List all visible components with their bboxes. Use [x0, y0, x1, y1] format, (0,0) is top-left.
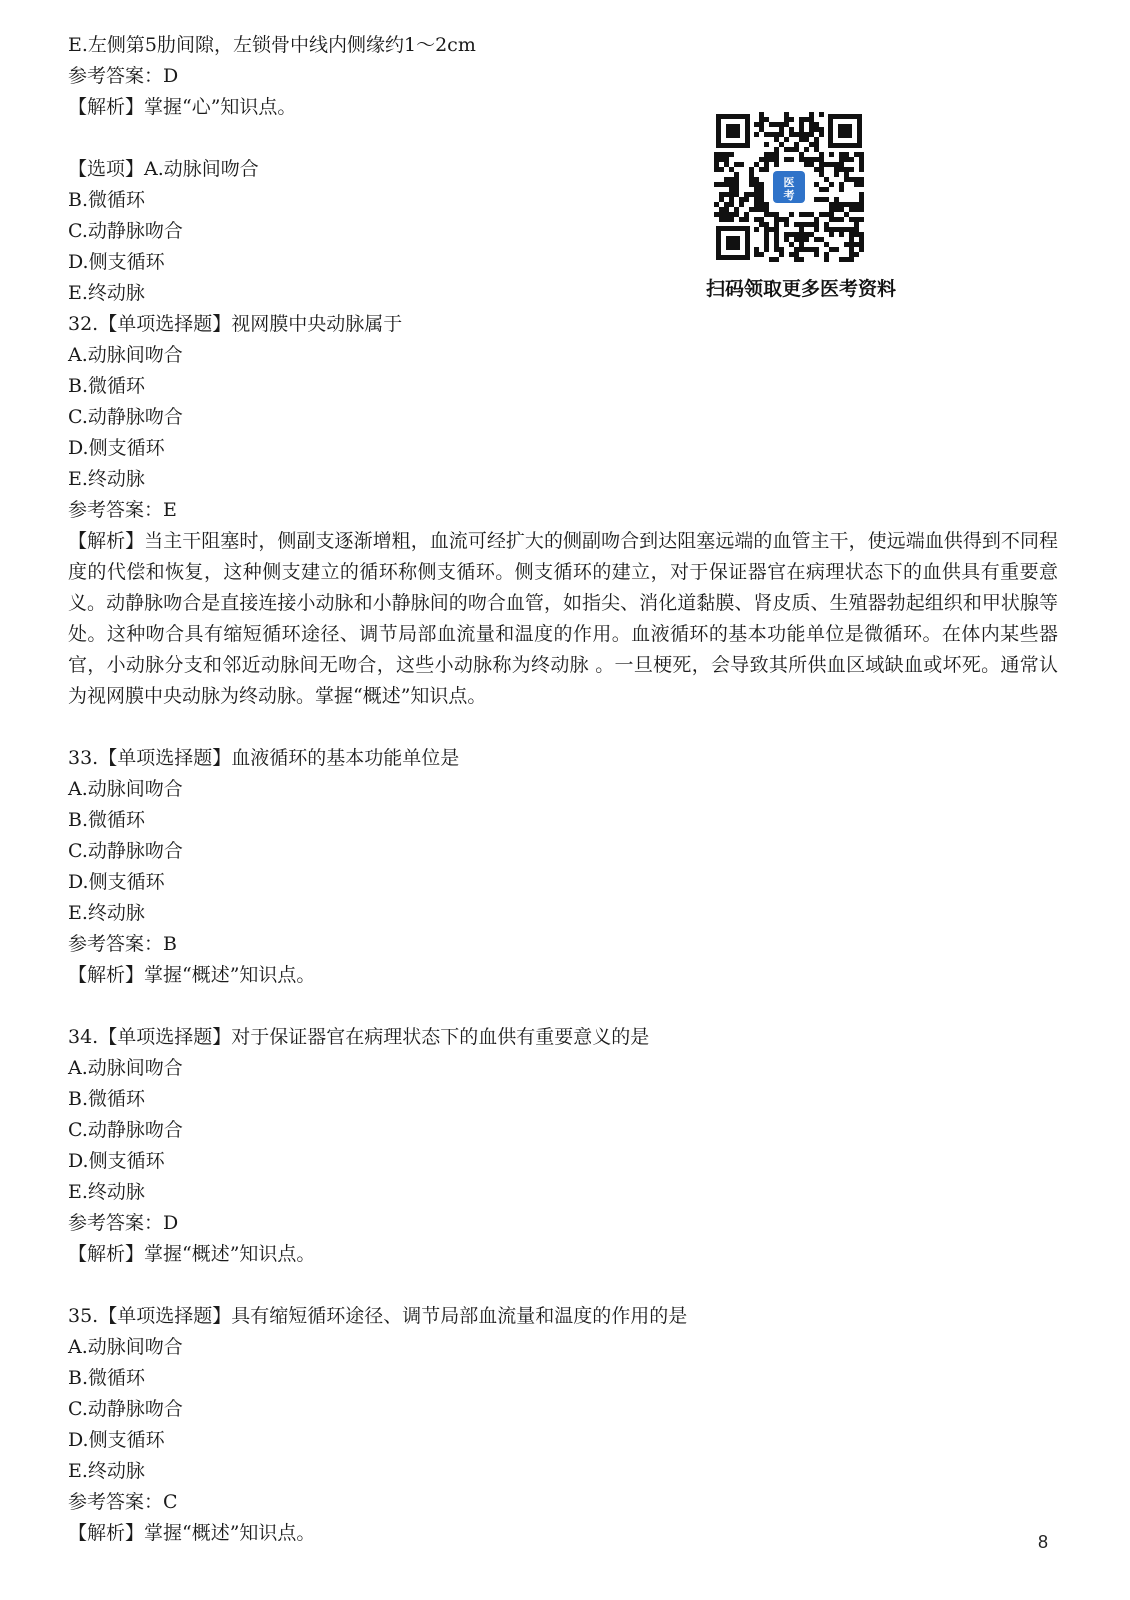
- option-b: B.微循环: [68, 189, 146, 211]
- page-number: 8: [1038, 1532, 1049, 1552]
- option-b: B.微循环: [68, 375, 146, 397]
- analysis: 【解析】掌握“概述”知识点。: [68, 1243, 316, 1265]
- question-32: 32.【单项选择题】视网膜中央动脉属于: [68, 313, 403, 335]
- answer: 参考答案：D: [68, 65, 179, 87]
- option-a: A.动脉间吻合: [68, 778, 183, 800]
- option-e: E.终动脉: [68, 1181, 145, 1203]
- answer: 参考答案：D: [68, 1212, 179, 1234]
- analysis: 【解析】掌握“概述”知识点。: [68, 1522, 316, 1544]
- option-c: C.动静脉吻合: [68, 1398, 183, 1420]
- document-body: [68, 30, 1058, 1549]
- option-d: D.侧支循环: [68, 251, 165, 273]
- option-b: B.微循环: [68, 1088, 146, 1110]
- qr-caption: 扫码领取更多医考资料: [705, 278, 896, 300]
- qr-code-icon[interactable]: [714, 112, 864, 262]
- option-a: A.动脉间吻合: [68, 344, 183, 366]
- option-a: 【选项】A.动脉间吻合: [68, 158, 259, 180]
- qr-logo-text-2: 考: [783, 189, 795, 202]
- spacer: [68, 1270, 1058, 1301]
- answer: 参考答案：B: [68, 933, 177, 955]
- option-d: D.侧支循环: [68, 1150, 165, 1172]
- analysis-paragraph: 【解析】当主干阻塞时，侧副支逐渐增粗，血流可经扩大的侧副吻合到达阻塞远端的血管主干，使远端血供得到不同程度的代偿和恢复，这种侧支建立的循环称侧支循环。侧支循环的建立，对于保证器官在病理状态下的血供具有重要意义。动静脉吻合是直接连接小动脉和小静脉间的吻合血管，如指尖、消化道黏膜、肾皮质、生殖器勃起组织和甲状腺等处。这种吻合具有缩短循环途径、调节局部血流量和温度的作用。血液循环的基本功能单位是微循环。在体内某些器官，小动脉分支和邻近动脉间无吻合，这些小动脉称为终动脉 。一旦梗死，会导致其所供血区域缺血或坏死。通常认为视网膜中央动脉为终动脉。掌握“概述”知识点。: [68, 530, 1058, 707]
- spacer: [68, 123, 1058, 154]
- answer: 参考答案：C: [68, 1491, 178, 1513]
- question-35: 35.【单项选择题】具有缩短循环途径、调节局部血流量和温度的作用的是: [68, 1305, 688, 1327]
- option-c: C.动静脉吻合: [68, 840, 183, 862]
- option-b: B.微循环: [68, 1367, 146, 1389]
- question-34: 34.【单项选择题】对于保证器官在病理状态下的血供有重要意义的是: [68, 1026, 650, 1048]
- option-c: C.动静脉吻合: [68, 1119, 183, 1141]
- option-e: E.终动脉: [68, 282, 145, 304]
- option-a: A.动脉间吻合: [68, 1057, 183, 1079]
- answer: 参考答案：E: [68, 499, 177, 521]
- option-d: D.侧支循环: [68, 1429, 165, 1451]
- option-d: D.侧支循环: [68, 437, 165, 459]
- option-e: E.终动脉: [68, 468, 145, 490]
- spacer: [68, 991, 1058, 1022]
- option-c: C.动静脉吻合: [68, 220, 183, 242]
- qr-logo-text-1: 医: [783, 176, 795, 189]
- option-e: E.终动脉: [68, 1460, 145, 1482]
- option-d: D.侧支循环: [68, 871, 165, 893]
- question-33: 33.【单项选择题】血液循环的基本功能单位是: [68, 747, 460, 769]
- option-a: A.动脉间吻合: [68, 1336, 183, 1358]
- option-e: E.终动脉: [68, 902, 145, 924]
- option-e: E.左侧第5肋间隙，左锁骨中线内侧缘约1～2cm: [68, 34, 476, 56]
- spacer: [68, 712, 1058, 743]
- option-c: C.动静脉吻合: [68, 406, 183, 428]
- analysis: 【解析】掌握“概述”知识点。: [68, 964, 316, 986]
- analysis: 【解析】掌握“心”知识点。: [68, 96, 297, 118]
- option-b: B.微循环: [68, 809, 146, 831]
